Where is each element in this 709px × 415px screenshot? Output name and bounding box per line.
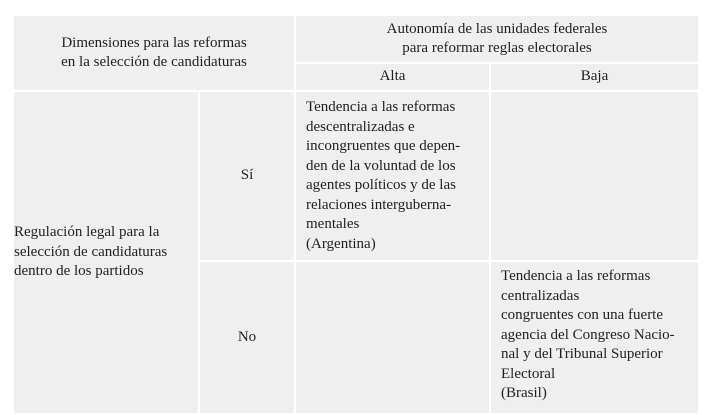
cell-si-alta-text [296, 92, 489, 260]
cell-no-baja-line: agencia del Congreso Nacio- [501, 326, 675, 343]
cell-si-alta-line: (Argentina) [306, 235, 376, 252]
cell-no-baja-line: congruentes con una fuerte [501, 307, 664, 323]
cell-no-baja-line: Electoral [501, 365, 556, 382]
cell-si-alta-line: incongruentes que depen- [306, 138, 461, 154]
answer-no-cell: No [199, 261, 295, 414]
row-label-cell [13, 91, 199, 414]
cell-si-alta-line: relaciones interguberna- [306, 196, 452, 213]
cell-si-alta-line: Tendencia a las reformas [306, 99, 456, 115]
row-label-line-3: dentro de los partidos [14, 263, 144, 280]
cell-no-baja [490, 261, 699, 414]
answer-si-cell: Sí [199, 91, 295, 261]
dimensions-header-cell [13, 15, 295, 91]
cell-no-alta [295, 261, 490, 414]
cell-si-alta [295, 91, 490, 261]
cell-no-baja-line: centralizadas [501, 287, 580, 304]
dimensions-header-line-1: Dimensiones para las reformas [61, 34, 247, 51]
dimensions-header-line-2: en la selección de candidaturas [61, 54, 247, 70]
cell-si-alta-line: mentales [306, 216, 360, 232]
autonomy-header-cell [295, 15, 699, 63]
cell-si-alta-line: descentralizadas e [306, 118, 415, 135]
column-header-baja: Baja [490, 63, 699, 91]
cell-si-alta-line: den de la voluntad de los [306, 157, 456, 174]
autonomy-header-line-1: Autonomía de las unidades federales [386, 20, 608, 37]
reforms-matrix-table [12, 14, 700, 415]
cell-no-baja-line: nal y del Tribunal Superior [501, 346, 663, 362]
cell-no-baja-line: Tendencia a las reformas [501, 268, 651, 284]
cell-si-baja [490, 91, 699, 261]
column-header-alta: Alta [295, 63, 490, 91]
autonomy-header-line-2: para reformar reglas electorales [402, 40, 592, 56]
cell-no-baja-text [491, 262, 698, 410]
row-label-line-1: Regulación legal para la [14, 224, 160, 241]
row-label-line-2: selección de candidaturas [14, 243, 168, 260]
cell-no-baja-line: (Brasil) [501, 385, 547, 401]
cell-si-alta-line: agentes políticos y de las [306, 177, 456, 193]
